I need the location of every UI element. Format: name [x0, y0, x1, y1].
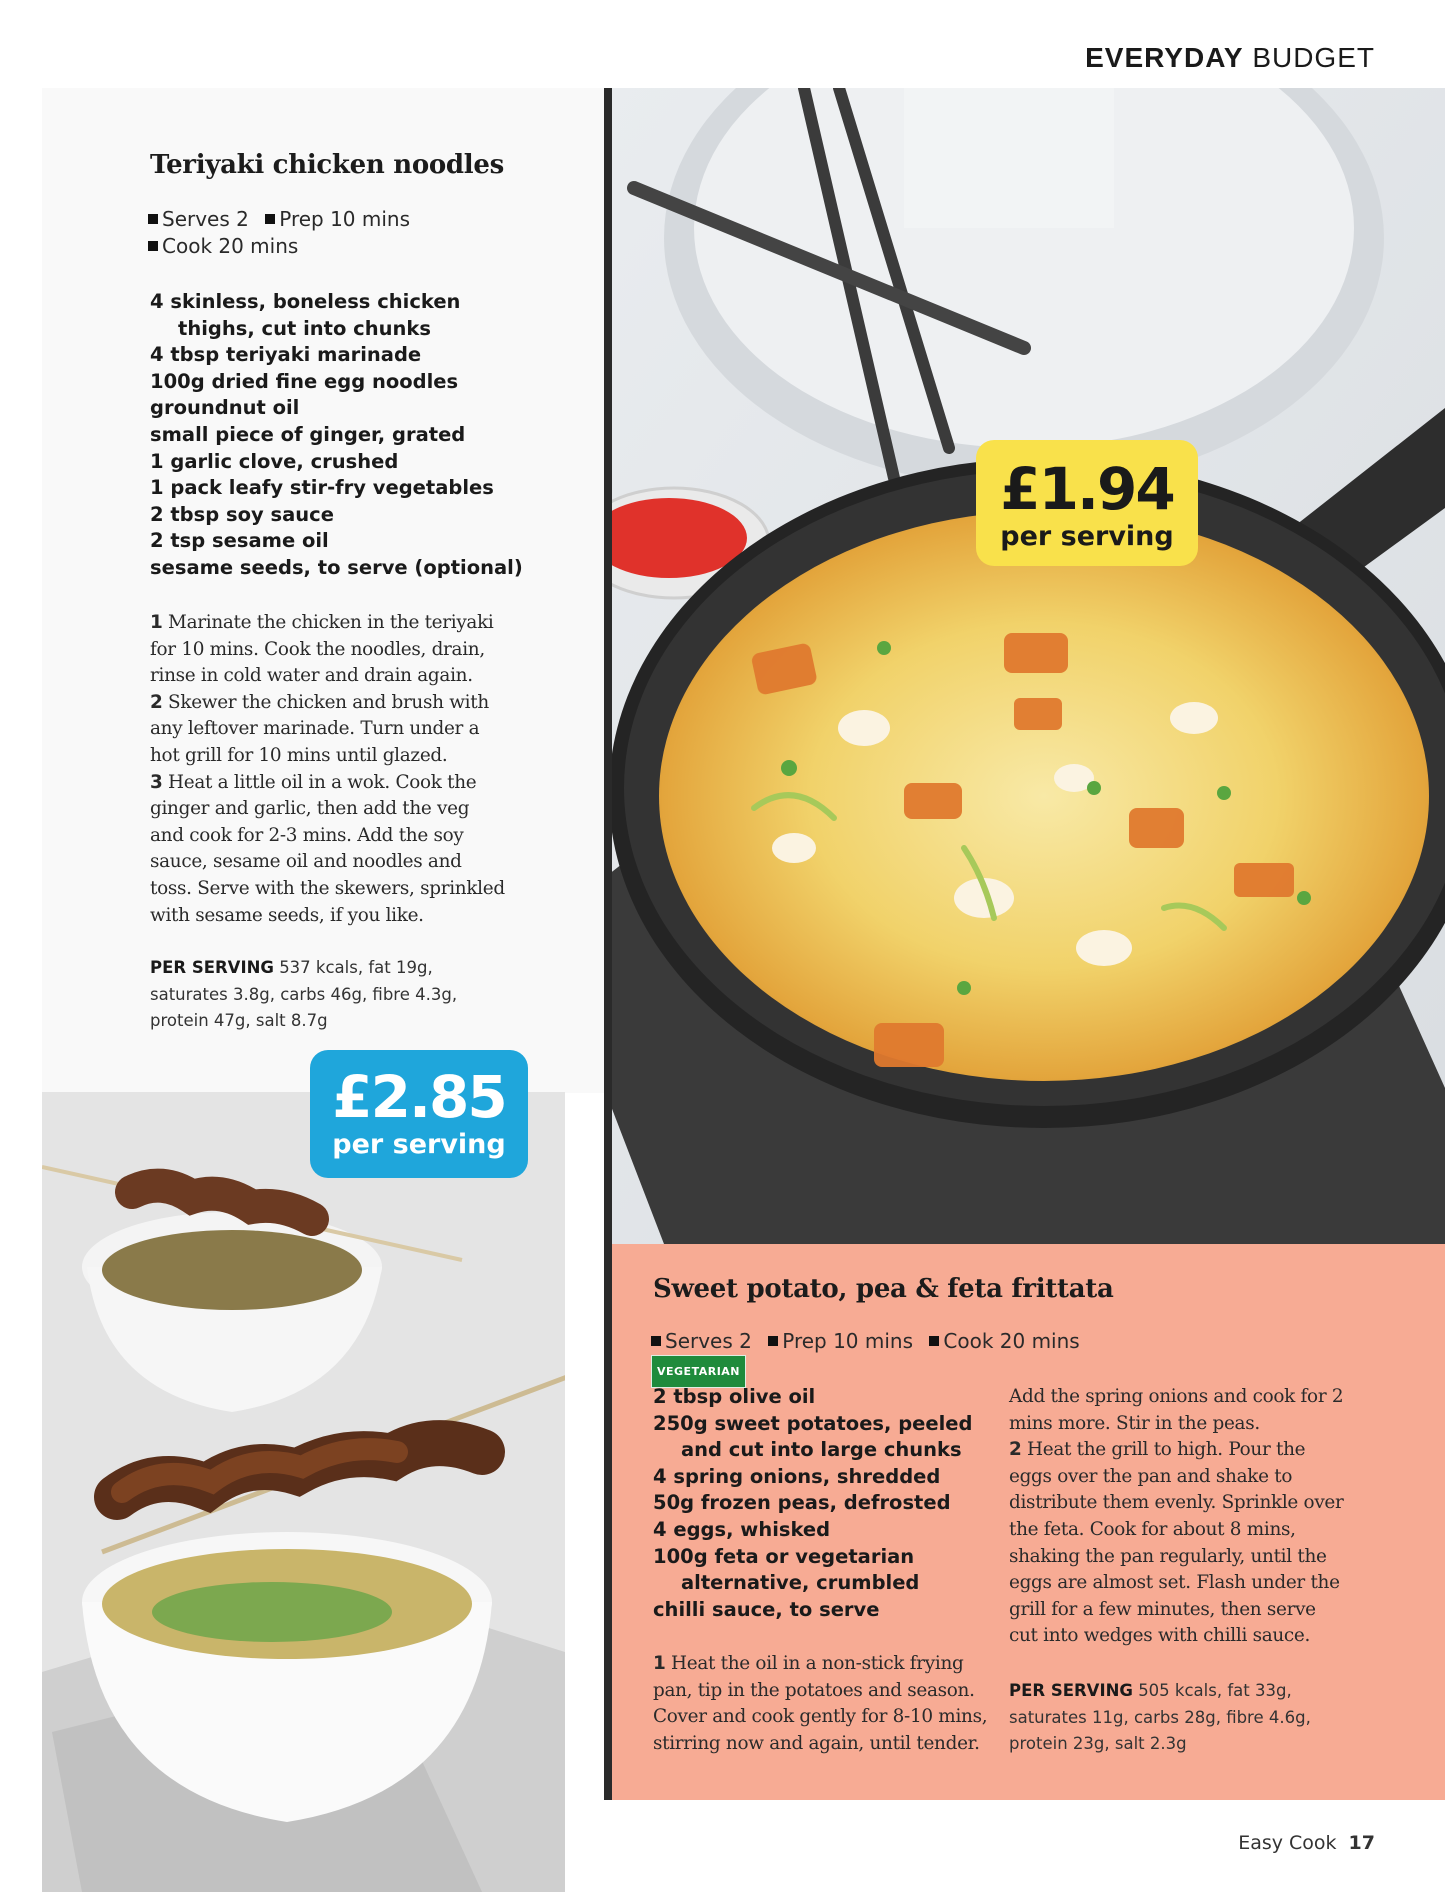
frittata-illustration [604, 88, 1445, 1244]
nutrition-values: 537 kcals, fat 19g, saturates 3.8g, carbs 46g, fibre 4.3g, protein 47g, salt 8.7g [150, 958, 458, 1030]
teriyaki-serves [148, 207, 249, 231]
section-tag-bold: EVERYDAY [1085, 42, 1244, 73]
bullet-icon [929, 1336, 939, 1346]
teriyaki-prep-text: Prep 10 mins [279, 207, 411, 231]
ingredient-item: 4 spring onions, shredded [653, 1464, 941, 1488]
ingredient-item: 2 tbsp soy sauce [150, 502, 334, 526]
teriyaki-nutrition [150, 955, 480, 1035]
price-amount: £2.85 [332, 1063, 506, 1131]
ingredient-item: 50g frozen peas, defrosted [653, 1491, 951, 1515]
vegetarian-badge: VEGETARIAN [651, 1355, 746, 1388]
frittata-prep [768, 1329, 913, 1353]
ingredient-item: 1 garlic clove, crushed [150, 449, 399, 473]
step-number: 2 [150, 691, 163, 713]
price-amount: £1.94 [1000, 455, 1174, 523]
method-step [150, 690, 505, 770]
ingredient-item: sesame seeds, to serve (optional) [150, 555, 523, 579]
teriyaki-cook-text: Cook 20 mins [162, 234, 299, 258]
step-text: Heat the oil in a non-stick frying pan, tip in the potatoes and season. Cover and cook gently for 8-10 mins, stirring now and again, until tender. [653, 1653, 988, 1754]
method-step [1009, 1437, 1349, 1650]
teriyaki-meta [148, 206, 448, 260]
ingredient-item: 1 pack leafy stir-fry vegetables [150, 476, 494, 500]
ingredient-item: 4 tbsp teriyaki marinade [150, 343, 422, 367]
ingredient-item: 2 tsp sesame oil [150, 529, 329, 553]
frittata-cook [929, 1329, 1079, 1353]
step-text: Marinate the chicken in the teriyaki for 10 mins. Cook the noodles, drain, rinse in cold water and drain again. [150, 612, 494, 687]
frittata-meta [651, 1328, 1171, 1388]
page-number: 17 [1348, 1832, 1375, 1854]
frittata-price-badge [976, 440, 1198, 566]
step-text: Heat a little oil in a wok. Cook the ginger and garlic, then add the veg and cook for 2-3 mins. Add the soy sauce, sesame oil and noodles and toss. Serve with the skewers, sprinkled with sesame seeds, if you like. [150, 771, 505, 926]
frittata-prep-text: Prep 10 mins [782, 1329, 914, 1353]
section-tag-rest: BUDGET [1252, 42, 1375, 73]
ingredient-item: 2 tbsp olive oil [653, 1385, 816, 1408]
method-step [150, 770, 505, 930]
step-number: 1 [150, 612, 163, 633]
bullet-icon [651, 1336, 661, 1346]
nutrition-label: PER SERVING [150, 958, 274, 977]
magazine-name: Easy Cook [1238, 1832, 1337, 1854]
teriyaki-cook [148, 234, 298, 258]
frittata-serves-text: Serves 2 [665, 1329, 752, 1353]
frittata-title: Sweet potato, pea & feta frittata [653, 1274, 1114, 1304]
ingredient-item: 100g feta or vegetarian alternative, crumbled [653, 1544, 920, 1595]
ingredient-item: chilli sauce, to serve [653, 1597, 880, 1621]
ingredient-item: small piece of ginger, grated [150, 422, 466, 446]
ingredient-item: 4 skinless, boneless chicken thighs, cut into chunks [150, 290, 461, 340]
method-step [653, 1651, 993, 1757]
nutrition-values: 505 kcals, fat 33g, saturates 11g, carbs 28g, fibre 4.6g, protein 23g, salt 2.3g [1009, 1681, 1311, 1753]
nutrition-label: PER SERVING [1009, 1681, 1133, 1700]
frittata-nutrition [1009, 1678, 1339, 1758]
ingredient-item: 100g dried fine egg noodles [150, 369, 459, 393]
ingredient-item: 4 eggs, whisked [653, 1517, 831, 1541]
teriyaki-photo [42, 1092, 565, 1892]
step-number: 3 [150, 771, 163, 793]
method-step [150, 610, 505, 690]
frittata-serves [651, 1329, 752, 1353]
frittata-photo [604, 88, 1445, 1244]
step-text: Heat the grill to high. Pour the eggs over the pan and shake to distribute them evenly. Sprinkle over the feta. Cook for about 8 mins, shaking the pan regularly, until the eggs are almost set. Flash under the grill for a few minutes, then serve cut into wedges with chilli sauce. [1009, 1439, 1344, 1647]
step-text: Skewer the chicken and brush with any leftover marinade. Turn under a hot grill for 10 mins until glazed. [150, 691, 489, 766]
page-footer [1238, 1832, 1375, 1854]
frittata-cook-text: Cook 20 mins [943, 1329, 1080, 1353]
column-divider [604, 88, 612, 1800]
step-number: 1 [653, 1653, 666, 1674]
ingredient-item: 250g sweet potatoes, peeled and cut into large chunks [653, 1411, 973, 1462]
frittata-ingredients [653, 1384, 998, 1623]
ingredient-item: groundnut oil [150, 396, 300, 420]
frittata-method-col-1 [653, 1651, 993, 1757]
bullet-icon [768, 1336, 778, 1346]
teriyaki-illustration [42, 1092, 565, 1892]
bullet-icon [148, 241, 158, 251]
bullet-icon [265, 214, 275, 224]
step-number: 2 [1009, 1439, 1022, 1461]
price-per: per serving [332, 1129, 506, 1160]
teriyaki-prep [265, 207, 410, 231]
teriyaki-serves-text: Serves 2 [162, 207, 249, 231]
bullet-icon [148, 214, 158, 224]
section-tag [1085, 42, 1375, 74]
frittata-method-col-2 [1009, 1384, 1349, 1650]
method-step-continued: Add the spring onions and cook for 2 mins more. Stir in the peas. [1009, 1386, 1344, 1434]
price-per: per serving [1000, 521, 1174, 552]
teriyaki-method [150, 610, 505, 929]
teriyaki-price-badge [310, 1050, 528, 1178]
teriyaki-title: Teriyaki chicken noodles [150, 150, 504, 180]
teriyaki-ingredients [150, 289, 530, 582]
